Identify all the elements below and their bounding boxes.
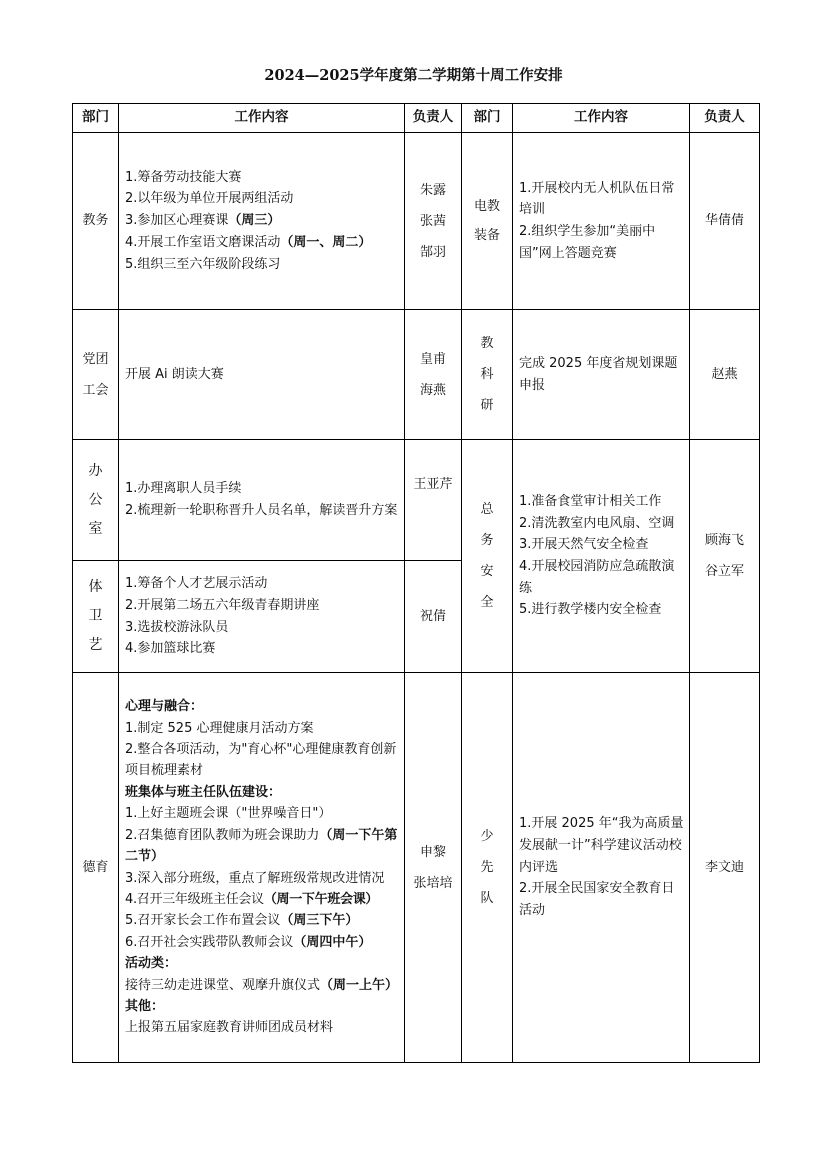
list-item: 2.以年级为单位开展两组活动: [125, 191, 294, 207]
schedule-table: [72, 103, 760, 1063]
list-item: 3.参加区心理赛课（周三）: [125, 213, 281, 229]
page-title: 2024—2025学年度第二学期第十周工作安排: [264, 67, 563, 84]
content-dangtuan: 开展 Ai 朗读大赛: [119, 310, 405, 440]
dept-zongwu: 总 务 安 全: [462, 440, 513, 673]
header-dept-2: 部门: [462, 104, 513, 133]
person-dangtuan: 皇甫 海燕: [405, 310, 462, 440]
person-zongwu: 顾海飞 谷立军: [690, 440, 760, 673]
dept-dangtuan: 党团 工会: [73, 310, 119, 440]
content-jiaowu: [119, 133, 405, 310]
person-jiaowu: 朱露 张茜 郜羽: [405, 133, 462, 310]
content-shaoxiandui: 1.开展 2025 年“我为高质量发展献一计”科学建议活动校内评选 2.开展全民国家安全教育日活动: [513, 673, 690, 1063]
content-tiweiyi: 1.筹备个人才艺展示活动 2.开展第二场五六年级青春期讲座 3.选拔校游泳队员 4.参加篮球比赛: [119, 561, 405, 673]
list-item: 5.组织三至六年级阶段练习: [125, 256, 281, 272]
content-dianjiao: 1.开展校内无人机队伍日常培训 2.组织学生参加“美丽中国”网上答题竞赛: [513, 133, 690, 310]
content-deyu: 心理与融合： 1.制定 525 心理健康月活动方案 2.整合各项活动，为"育心杯"心理健康教育创新项目梳理素材 班集体与班主任队伍建设： 1.上好主题班会课（"世界噪音日"） 2.召集德育团队教师为班会课助力（周一下午第二节） 3.深入部分班级，重点了解班级常规改进情况 4.召开三年级班主任会议（周一下午班会课） 5.召开家长会工作布置会议（周三下午） 6.召开社会实践带队教师会议（周四中午） 活动类： 接待三幼走进课堂、观摩升旗仪式（周一上午） 其他： 上报第五届家庭教育讲师团成员材料: [119, 673, 405, 1063]
dept-bangongshi: 办 公 室: [73, 440, 119, 561]
content-zongwu: 1.准备食堂审计相关工作 2.清洗教室内电风扇、空调 3.开展天然气安全检查 4.开展校园消防应急疏散演练 5.进行教学楼内安全检查: [513, 440, 690, 673]
dept-jiaokeyan: 教 科 研: [462, 310, 513, 440]
list-item: 1.筹备劳动技能大赛: [125, 169, 242, 185]
dept-dianjiao: 电教 装备: [462, 133, 513, 310]
header-dept: 部门: [73, 104, 119, 133]
person-jiaokeyan: 赵燕: [690, 310, 760, 440]
table-row: [73, 133, 760, 310]
dept-shaoxiandui: 少 先 队: [462, 673, 513, 1063]
dept-deyu: 德育: [73, 673, 119, 1063]
header-person: 负责人: [405, 104, 462, 133]
person-deyu: 申黎 张培培: [405, 673, 462, 1063]
content-bangongshi: 1.办理离职人员手续 2.梳理新一轮职称晋升人员名单，解读晋升方案: [119, 440, 405, 561]
table-row: [73, 310, 760, 440]
person-shaoxiandui: 李文迪: [690, 673, 760, 1063]
header-person-2: 负责人: [690, 104, 760, 133]
content-jiaokeyan: 完成 2025 年度省规划课题申报: [513, 310, 690, 440]
table-row: [73, 440, 760, 561]
table-row: [73, 673, 760, 1063]
header-content: 工作内容: [119, 104, 405, 133]
list-item: 4.开展工作室语文磨课活动（周一、周二）: [125, 234, 372, 250]
header-row: [73, 104, 760, 133]
person-tiweiyi: 祝倩: [405, 561, 462, 673]
dept-jiaowu: 教务: [73, 133, 119, 310]
person-dianjiao: 华倩倩: [690, 133, 760, 310]
header-content-2: 工作内容: [513, 104, 690, 133]
dept-tiweiyi: 体 卫 艺: [73, 561, 119, 673]
person-bangongshi: 王亚芹: [405, 440, 462, 561]
